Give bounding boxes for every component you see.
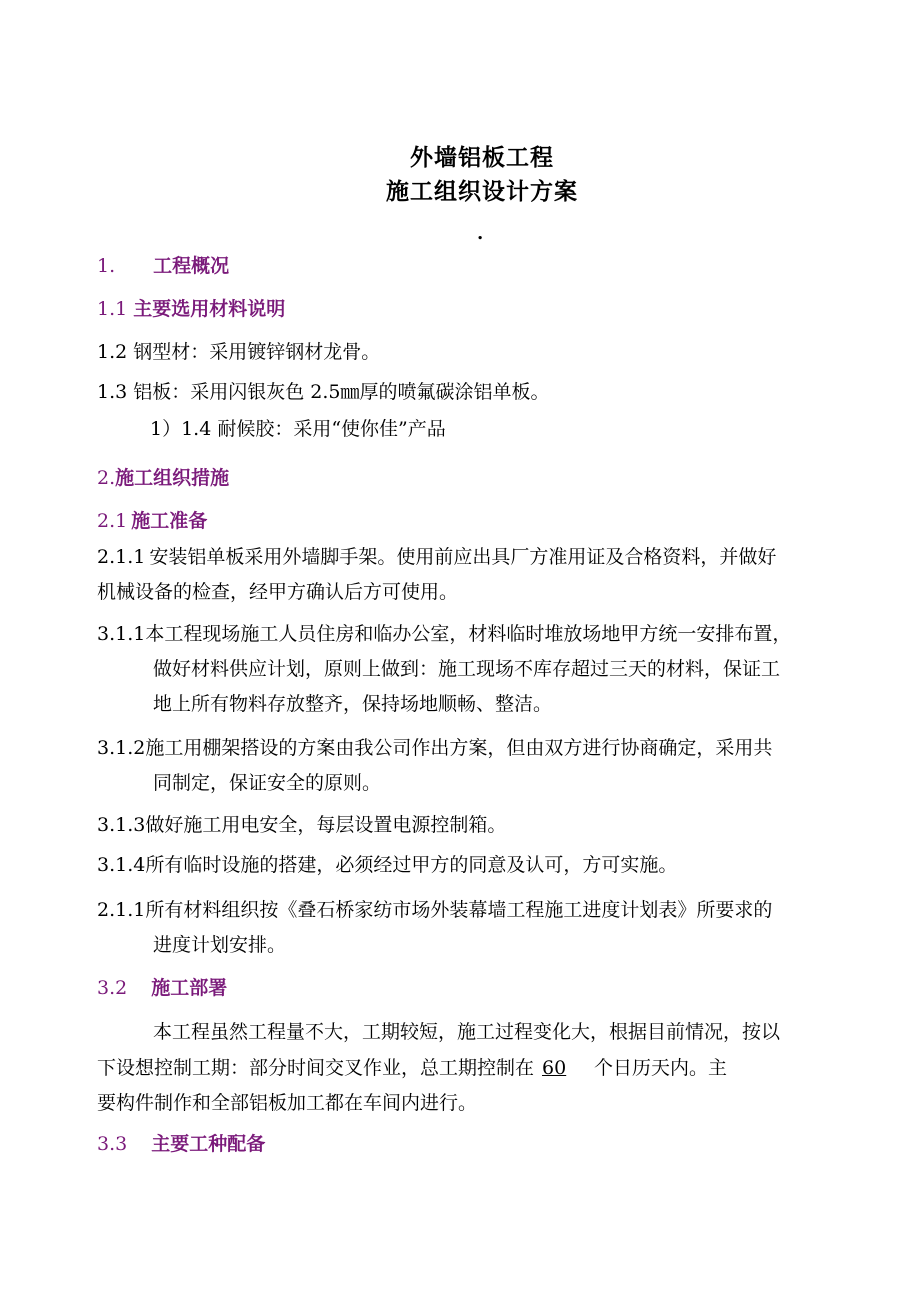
paragraph-1-3 [97, 380, 549, 404]
heading-3-3-number: 3.3 [97, 1133, 128, 1155]
paragraph-1-2-number: 1.2 [97, 341, 128, 363]
title-dot: . [477, 223, 484, 244]
heading-1-1-number: 1.1 [97, 298, 128, 320]
heading-1-1-text: 主要选用材料说明 [133, 298, 286, 320]
heading-1 [97, 254, 229, 278]
heading-3-2-text: 施工部署 [151, 977, 228, 999]
paragraph-1-2-text: 钢型材：采用镀锌钢材龙骨。 [133, 341, 381, 363]
paragraph-3-1-1-text: 本工程现场施工人员住房和临办公室，材料临时堆放场地甲方统一安排布置， [145, 623, 792, 645]
paragraph-1-4: 1）1.4 耐候胶：采用“使你佳”产品 [150, 418, 446, 440]
paragraph-3-1-2-text: 施工用棚架搭设的方案由我公司作出方案，但由双方进行协商确定，采用共 [145, 737, 773, 759]
paragraph-2-1-1-line2: 机械设备的检查，经甲方确认后方可使用。 [97, 581, 459, 603]
heading-3-3 [97, 1132, 265, 1156]
paragraph-1-3-text: 铝板：采用闪银灰色 2.5㎜厚的喷氟碳涂铝单板。 [133, 381, 550, 403]
paragraph-2-1-1-number: 2.1.1 [97, 546, 146, 568]
paragraph-3-1-4-text: 所有临时设施的搭建，必须经过甲方的同意及认可，方可实施。 [145, 854, 678, 876]
paragraph-3-1-1-line3: 地上所有物料存放整齐，保持场地顺畅、整洁。 [153, 693, 553, 715]
heading-3-3-text: 主要工种配备 [151, 1133, 266, 1155]
heading-2-number: 2. [97, 467, 116, 489]
heading-2-text: 施工组织措施 [115, 467, 230, 489]
heading-2-1-text: 施工准备 [131, 510, 208, 532]
paragraph-3-1-4 [97, 853, 677, 877]
doc-title-line2: 施工组织设计方案 [386, 179, 578, 205]
heading-2 [97, 466, 229, 490]
paragraph-2-1-1b-line1 [97, 898, 772, 922]
heading-1-1 [97, 297, 285, 321]
paragraph-2-1-1b-line2: 进度计划安排。 [153, 934, 287, 956]
paragraph-3-1-3-text: 做好施工用电安全，每层设置电源控制箱。 [145, 814, 507, 836]
paragraph-3-1-3 [97, 813, 506, 837]
paragraph-3-2-line3: 要构件制作和全部铝板加工都在车间内进行。 [97, 1092, 478, 1114]
paragraph-3-2-line2-text-b: 个日历天内。主 [594, 1057, 728, 1079]
paragraph-3-1-1-line2: 做好材料供应计划，原则上做到：施工现场不库存超过三天的材料，保证工 [153, 658, 781, 680]
paragraph-3-1-1-line1 [97, 622, 791, 646]
paragraph-1-2 [97, 340, 380, 364]
paragraph-3-1-3-number: 3.1.3 [97, 814, 146, 836]
paragraph-2-1-1b-text: 所有材料组织按《叠石桥家纺市场外装幕墙工程施工进度计划表》所要求的 [145, 899, 773, 921]
duration-value: 60 [542, 1057, 567, 1079]
paragraph-2-1-1b-number: 2.1.1 [97, 899, 146, 921]
paragraph-3-1-4-number: 3.1.4 [97, 854, 146, 876]
paragraph-3-1-2-number: 3.1.2 [97, 737, 146, 759]
heading-1-number: 1. [97, 255, 116, 277]
paragraph-2-1-1-line1 [97, 545, 776, 569]
paragraph-1-3-number: 1.3 [97, 381, 128, 403]
paragraph-3-2-line2 [97, 1056, 727, 1080]
heading-2-1-number: 2.1 [97, 510, 128, 532]
heading-3-2 [97, 976, 227, 1000]
heading-3-2-number: 3.2 [97, 977, 128, 999]
heading-1-text: 工程概况 [153, 255, 230, 277]
doc-title-line1: 外墙铝板工程 [410, 145, 554, 171]
paragraph-3-1-2-line1 [97, 736, 772, 760]
paragraph-3-1-2-line2: 同制定，保证安全的原则。 [153, 772, 382, 794]
paragraph-3-2-line1: 本工程虽然工程量不大，工期较短，施工过程变化大，根据目前情况，按以 [153, 1021, 781, 1043]
paragraph-3-2-line2-text-a: 下设想控制工期：部分时间交叉作业，总工期控制在 [97, 1057, 535, 1079]
heading-2-1 [97, 509, 207, 533]
paragraph-3-1-1-number: 3.1.1 [97, 623, 146, 645]
paragraph-2-1-1-text: 安装铝单板采用外墙脚手架。使用前应出具厂方准用证及合格资料，并做好 [149, 546, 777, 568]
